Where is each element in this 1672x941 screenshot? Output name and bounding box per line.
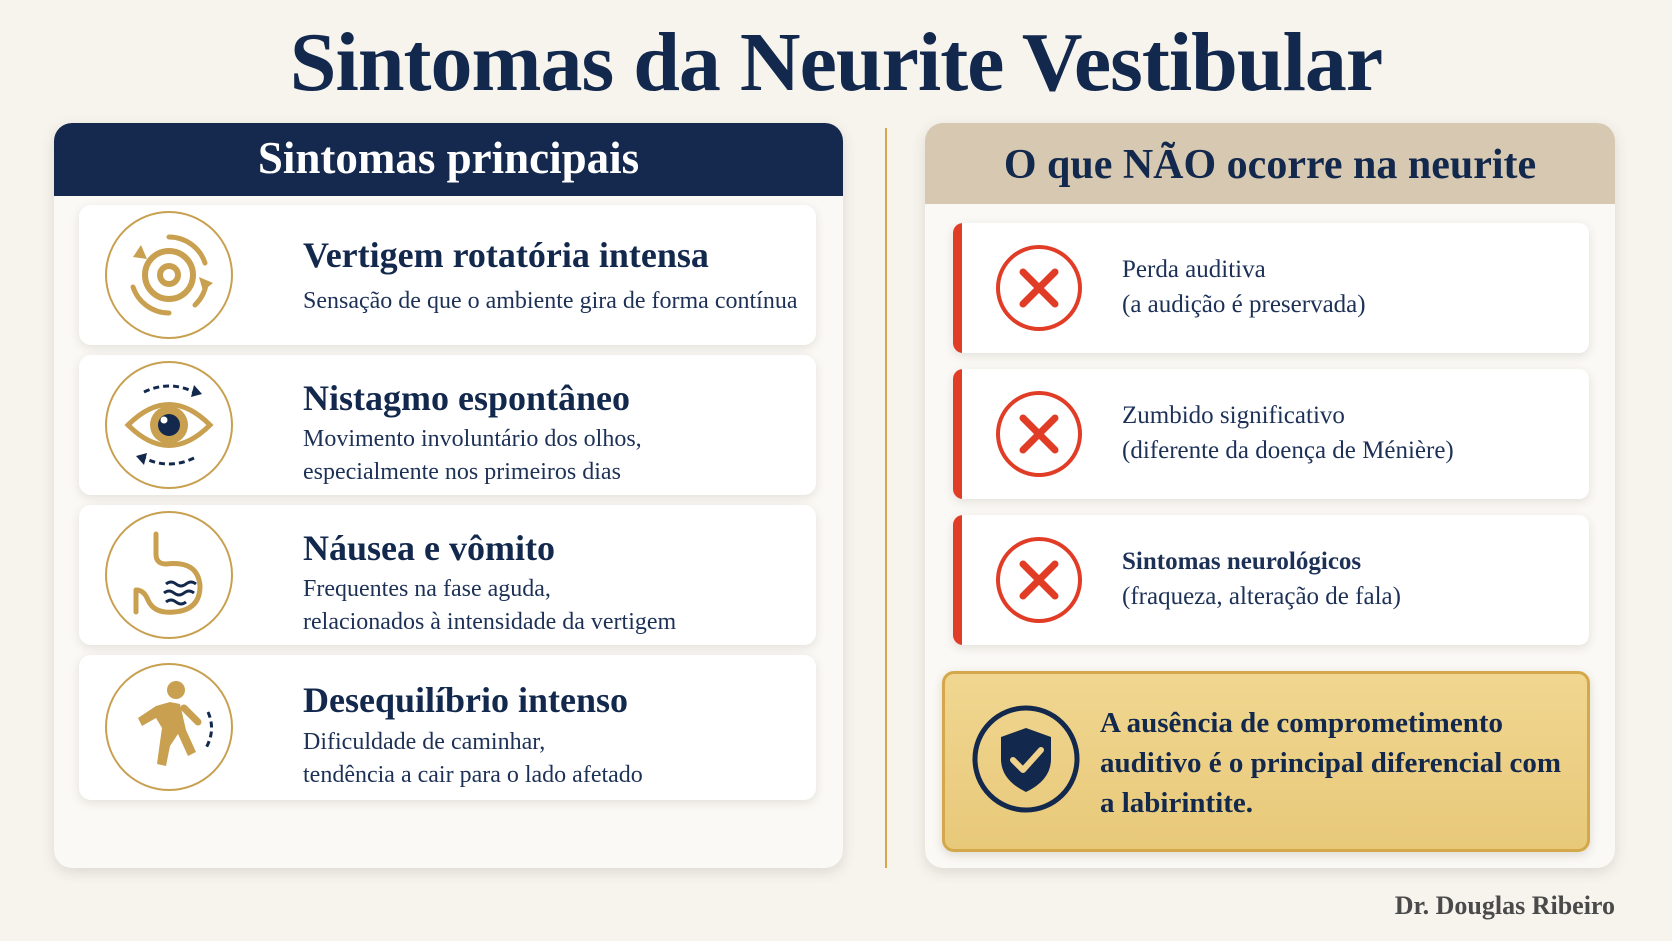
falling-person-icon	[105, 663, 233, 791]
column-divider	[885, 128, 887, 868]
symptom-description: tendência a cair para o lado afetado	[303, 762, 643, 788]
x-circle-icon	[995, 536, 1083, 624]
exclusion-card-hearing-loss	[953, 223, 1589, 353]
not-occurring-header: O que NÃO ocorre na neurite	[925, 123, 1615, 204]
exclusion-title: Zumbido significativo	[1122, 402, 1345, 429]
exclusion-title: Perda auditiva	[1122, 256, 1266, 283]
key-differential-note	[942, 671, 1590, 852]
stomach-icon	[105, 511, 233, 639]
symptom-title: Náusea e vômito	[303, 528, 555, 568]
symptom-description: Sensação de que o ambiente gira de forma contínua	[303, 288, 798, 314]
exclusion-card-tinnitus	[953, 369, 1589, 499]
symptom-description: relacionados à intensidade da vertigem	[303, 609, 677, 635]
symptom-card-nystagmus	[79, 355, 816, 495]
author-signature: Dr. Douglas Ribeiro	[1394, 891, 1615, 920]
symptom-title: Desequilíbrio intenso	[303, 680, 629, 720]
symptom-title: Nistagmo espontâneo	[303, 378, 631, 418]
exclusion-note: (a audição é preservada)	[1122, 291, 1366, 318]
x-circle-icon	[995, 390, 1083, 478]
exclusion-note: (diferente da doença de Ménière)	[1122, 437, 1454, 464]
x-circle-icon	[995, 244, 1083, 332]
rotation-target-icon	[105, 211, 233, 339]
red-accent-bar	[953, 515, 962, 645]
eye-movement-icon	[105, 361, 233, 489]
page-title: Sintomas da Neurite Vestibular	[289, 16, 1383, 109]
symptom-description: Movimento involuntário dos olhos,	[303, 426, 642, 452]
symptom-description: Dificuldade de caminhar,	[303, 729, 546, 755]
shield-check-icon	[971, 704, 1081, 814]
symptom-description: especialmente nos primeiros dias	[303, 459, 621, 485]
main-symptoms-panel	[54, 123, 843, 868]
exclusion-title: Sintomas neurológicos	[1122, 548, 1362, 575]
red-accent-bar	[953, 369, 962, 499]
exclusion-card-neuro-symptoms	[953, 515, 1589, 645]
symptom-card-nausea	[79, 505, 816, 645]
not-occurring-panel	[925, 123, 1615, 868]
symptom-card-imbalance	[79, 655, 816, 800]
symptom-description: Frequentes na fase aguda,	[303, 576, 551, 602]
main-symptoms-header: Sintomas principais	[54, 123, 843, 196]
differential-text: A ausência de comprometimento auditivo é o principal diferencial com a labirintite.	[1100, 707, 1562, 819]
symptom-card-vertigo	[79, 205, 816, 345]
symptom-title: Vertigem rotatória intensa	[303, 235, 709, 275]
red-accent-bar	[953, 223, 962, 353]
exclusion-note: (fraqueza, alteração de fala)	[1122, 583, 1401, 610]
